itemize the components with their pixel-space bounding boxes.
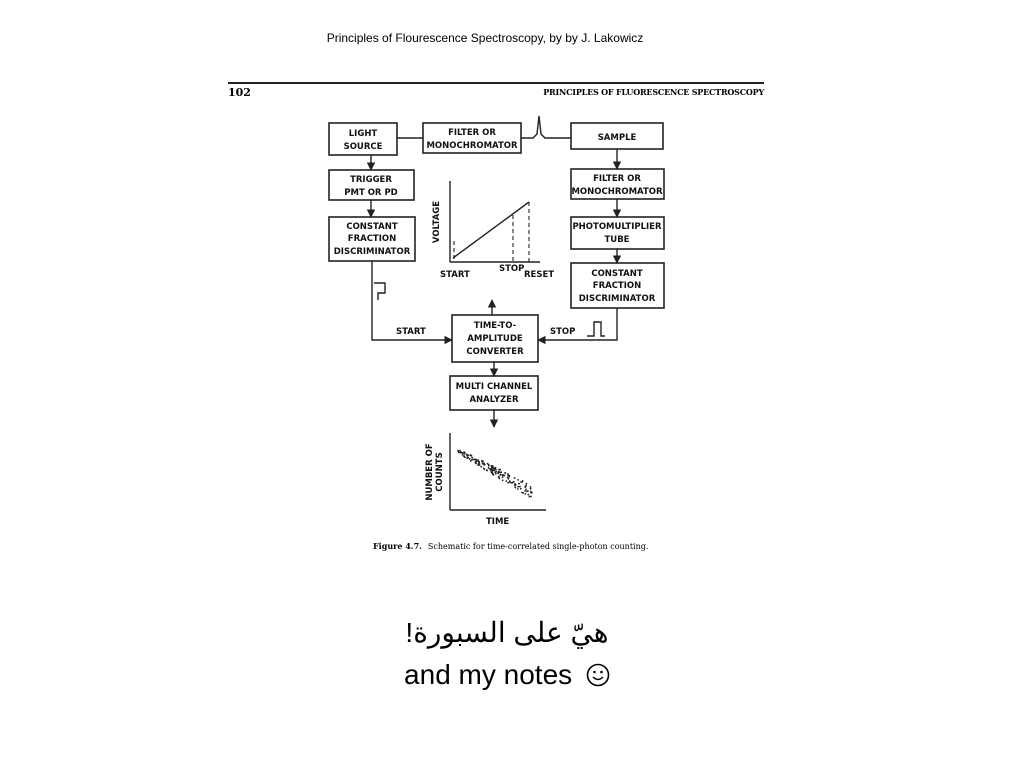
figure-caption xyxy=(373,541,648,551)
decay-point xyxy=(522,480,524,482)
decay-point xyxy=(498,469,500,471)
tcspc-schematic xyxy=(228,78,764,558)
decay-point xyxy=(482,461,484,463)
decay-point xyxy=(488,465,490,467)
decay-point xyxy=(507,476,509,478)
decay-point xyxy=(517,486,519,488)
english-note-line xyxy=(0,654,1014,696)
cfd-left-line-3: DISCRIMINATOR xyxy=(333,247,411,257)
ramp-reset-label: RESET xyxy=(524,270,555,280)
decay-point xyxy=(483,463,485,465)
decay-point xyxy=(502,476,504,478)
arabic-note: هيّ على السبورة! xyxy=(405,617,609,648)
decay-point xyxy=(495,473,497,475)
decay-point xyxy=(491,472,493,474)
stop-pulse-symbol xyxy=(587,322,605,336)
filter-right-line-1: FILTER OR xyxy=(593,174,641,184)
book-page-scan xyxy=(228,78,764,558)
photomultiplier-box xyxy=(571,217,664,249)
decay-point xyxy=(497,473,499,475)
ramp-stop-label: STOP xyxy=(499,264,525,274)
ramp-start-label: START xyxy=(440,270,470,280)
decay-point xyxy=(480,466,482,468)
decay-point xyxy=(478,462,480,464)
decay-point xyxy=(507,482,509,484)
decay-point xyxy=(517,488,519,490)
slide-notes xyxy=(0,612,1014,696)
decay-point xyxy=(467,455,469,457)
cfd-right-line-2: FRACTION xyxy=(592,281,642,291)
tac-line-1: TIME-TO- xyxy=(473,321,517,331)
decay-point xyxy=(525,493,527,495)
decay-point xyxy=(484,468,486,470)
decay-point xyxy=(504,472,506,474)
filter-monochromator-right-box xyxy=(571,169,664,199)
voltage-ramp-line xyxy=(453,202,529,258)
decay-point xyxy=(524,490,526,492)
filter-right-line-2: MONOCHROMATOR xyxy=(571,187,663,197)
slide-header: Principles of Flourescence Spectroscopy, by by J. Lakowicz xyxy=(326,31,644,45)
excitation-pulse-connector xyxy=(521,116,571,138)
light-source-box xyxy=(329,123,397,155)
tac-box xyxy=(452,315,538,362)
decay-point xyxy=(526,483,528,485)
decay-point xyxy=(499,478,501,480)
sample-box xyxy=(571,123,663,149)
cfd-left-line-1: CONSTANT xyxy=(346,222,398,232)
decay-point xyxy=(530,496,532,498)
decay-point xyxy=(492,470,494,472)
decay-point xyxy=(505,480,507,482)
cfd-left-box xyxy=(329,217,415,261)
light-source-line-1: LIGHT xyxy=(348,129,378,139)
trigger-box xyxy=(329,170,414,200)
voltage-axis-label: VOLTAGE xyxy=(432,200,442,244)
start-arrow-label: START xyxy=(396,327,426,337)
decay-point xyxy=(467,457,469,459)
page-number: 102 xyxy=(228,86,251,99)
cfd-right-line-1: CONSTANT xyxy=(591,269,643,279)
decay-point xyxy=(530,486,532,488)
cfd-left-line-2: FRACTION xyxy=(347,234,397,244)
trigger-line-2: PMT OR PD xyxy=(344,188,398,198)
smiley-face-icon xyxy=(586,663,610,687)
decay-point xyxy=(500,471,502,473)
decay-point xyxy=(525,485,527,487)
decay-point xyxy=(464,453,466,455)
decay-point xyxy=(509,475,511,477)
decay-point xyxy=(486,469,488,471)
mca-line-1: MULTI CHANNEL xyxy=(455,382,533,392)
decay-point xyxy=(530,492,532,494)
start-pulse-symbol xyxy=(374,283,385,300)
decay-point xyxy=(471,459,473,461)
pmt-line-2: TUBE xyxy=(604,235,630,245)
decay-point xyxy=(495,471,497,473)
decay-point xyxy=(504,475,506,477)
decay-point xyxy=(457,450,459,452)
decay-point xyxy=(502,479,504,481)
decay-point xyxy=(525,489,527,491)
decay-point xyxy=(491,468,493,470)
decay-point xyxy=(461,452,463,454)
filter-top-line-2: MONOCHROMATOR xyxy=(426,141,518,151)
decay-point xyxy=(469,458,471,460)
decay-point xyxy=(498,471,500,473)
decay-point xyxy=(487,463,489,465)
decay-point xyxy=(527,490,529,492)
counts-axis-label-2: COUNTS xyxy=(435,452,445,492)
decay-scatter-points xyxy=(457,450,533,498)
filter-top-line-1: FILTER OR xyxy=(448,128,496,138)
stop-arrow-label: STOP xyxy=(550,327,576,337)
cfd-right-box xyxy=(571,263,664,308)
pmt-line-1: PHOTOMULTIPLIER xyxy=(572,222,662,232)
running-head: PRINCIPLES OF FLUORESCENCE SPECTROSCOPY xyxy=(543,87,764,97)
decay-point xyxy=(478,461,480,463)
decay-point xyxy=(499,474,501,476)
decay-point xyxy=(520,488,522,490)
counts-axis-label-1: NUMBER OF xyxy=(425,443,435,501)
decay-point xyxy=(492,465,494,467)
decay-point xyxy=(462,454,464,456)
decay-point xyxy=(528,494,530,496)
trigger-line-1: TRIGGER xyxy=(350,175,392,185)
tac-line-3: CONVERTER xyxy=(466,347,524,357)
light-source-line-2: SOURCE xyxy=(343,142,383,152)
decay-point xyxy=(514,485,516,487)
figure-label: Figure 4.7. xyxy=(373,541,422,551)
figure-caption-text: Schematic for time-correlated single-photon counting. xyxy=(427,542,649,551)
cfd-right-line-3: DISCRIMINATOR xyxy=(578,294,656,304)
decay-point xyxy=(514,483,516,485)
decay-point xyxy=(521,492,523,494)
decay-point xyxy=(477,464,479,466)
decay-point xyxy=(530,488,532,490)
decay-point xyxy=(519,486,521,488)
decay-point xyxy=(488,467,490,469)
decay-point xyxy=(513,481,515,483)
decay-histogram-inset xyxy=(425,433,546,527)
tac-line-2: AMPLITUDE xyxy=(467,334,523,344)
decay-point xyxy=(529,496,531,498)
decay-point xyxy=(471,457,473,459)
decay-point xyxy=(514,487,516,489)
decay-point xyxy=(514,477,516,479)
decay-point xyxy=(470,454,472,456)
decay-point xyxy=(518,483,520,485)
decay-point xyxy=(493,474,495,476)
filter-monochromator-top-box xyxy=(423,123,521,153)
english-note: and my notes xyxy=(404,659,573,690)
decay-point xyxy=(494,467,496,469)
decay-point xyxy=(476,460,478,462)
mca-box xyxy=(450,376,538,410)
decay-point xyxy=(494,469,496,471)
sample-label: SAMPLE xyxy=(597,133,637,143)
decay-point xyxy=(463,455,465,457)
decay-point xyxy=(490,470,492,472)
mca-line-2: ANALYZER xyxy=(469,395,519,405)
decay-point xyxy=(509,482,511,484)
time-axis-label: TIME xyxy=(486,517,510,527)
decay-point xyxy=(520,481,522,483)
voltage-ramp-inset xyxy=(432,181,554,280)
decay-point xyxy=(517,479,519,481)
